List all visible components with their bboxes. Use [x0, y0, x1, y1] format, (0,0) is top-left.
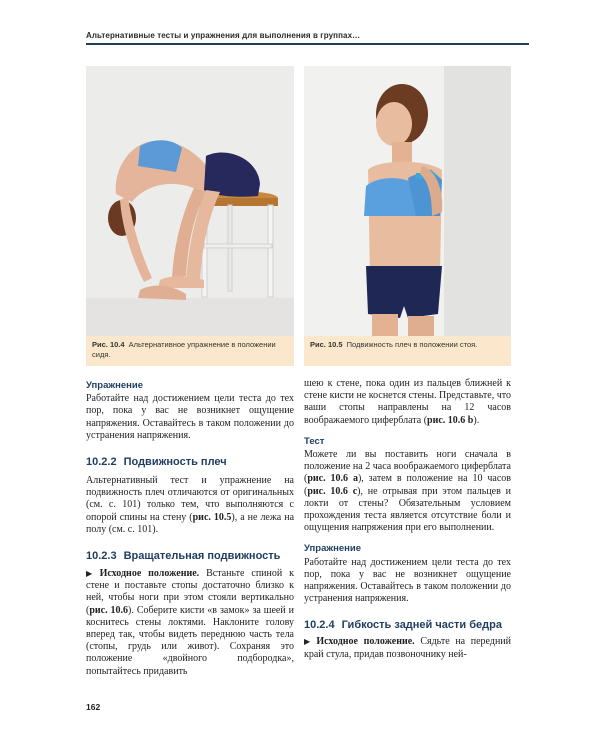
section-title: Гибкость задней части бедра [341, 619, 502, 632]
exercise-paragraph: Работайте над достижением цели теста до тех пор, пока у вас не возникнет ощущение напряжения. Оставайтесь в таком положении до устранения напряжения. [304, 556, 511, 605]
figure-reference: рис. 10.6 a [307, 473, 358, 485]
figure-10-4 [86, 66, 294, 366]
figure-reference: рис. 10.6 [89, 604, 129, 616]
left-text-column [86, 380, 294, 678]
hamstring-flexibility-paragraph: ▶ Исходное положение. Сядьте на передний край стула, придав позвоночнику ней- [304, 636, 511, 660]
figure-label: Рис. 10.5 [310, 340, 343, 349]
figure-caption-text: Альтернативное упражнение в положении сидя. [92, 340, 276, 359]
section-heading-10-2-4 [304, 619, 511, 632]
seated-forward-bend-illustration [86, 66, 294, 336]
page-number: 162 [86, 702, 101, 712]
figure-10-4-caption [92, 340, 288, 360]
section-title: Подвижность плеч [123, 456, 227, 469]
figure-10-5-photo [304, 66, 511, 336]
section-number: 10.2.3 [86, 550, 117, 563]
figure-10-5-caption [310, 340, 505, 350]
rotational-mobility-paragraph: ▶ Исходное положение. Встаньте спиной к стене и поставьте стопы достаточно близко к ней, чтобы ноги при этом стояли вертикально (рис. 10.6). Соберите кисти «в замок» за шеей и коснитесь стены локтями. Наклоните голову вперед так, чтобы видеть переднюю часть тела (стопы, грудь или живот). Сохраняя это положение «двойного подбородка», попытайтесь придавить [86, 568, 295, 677]
figure-label: Рис. 10.4 [92, 340, 125, 349]
standing-shoulder-mobility-illustration [304, 66, 511, 336]
exercise-heading: Упражнение [304, 543, 361, 555]
figure-reference: рис. 10.5 [192, 511, 232, 523]
section-heading-10-2-3 [86, 550, 294, 563]
bullet-triangle-icon: ▶ [304, 637, 314, 647]
section-number: 10.2.4 [304, 619, 335, 632]
section-title: Вращательная подвижность [123, 550, 281, 563]
bullet-triangle-icon: ▶ [86, 569, 97, 579]
figure-reference: рис. 10.6 c [307, 485, 358, 497]
figure-reference: рис. 10.6 b [427, 414, 474, 426]
figure-10-4-photo [86, 66, 294, 336]
shoulder-mobility-paragraph: Альтернативный тест и упражнение на подвижность плеч отличаются от оригинальных (см. с. 101) только тем, что выполняются с опорой спины на стену (рис. 10.5), а не лежа на полу (см. с. 101). [86, 475, 295, 535]
lead-in: Исходное положение. [99, 568, 200, 580]
section-number: 10.2.2 [86, 456, 117, 469]
figure-10-5 [304, 66, 511, 366]
section-heading-10-2-2 [86, 456, 294, 469]
test-heading: Тест [304, 435, 325, 447]
header-rule [86, 43, 529, 45]
test-paragraph: Можете ли вы поставить ноги сначала в положение на 2 часа воображаемого циферблата (рис. 10.6 a), затем в положение на 10 часов (рис. 10.6 c), не отрывая при этом пальцев и локти от стены? Обязательным условием прохождения теста является отсутствие боли и ощущения напряжения при его выполнении. [304, 449, 512, 534]
running-head: Альтернативные тесты и упражнения для выполнения в группах… [86, 31, 361, 40]
figure-caption-text: Подвижность плеч в положении стоя. [346, 340, 478, 349]
exercise-paragraph: Работайте над достижением цели теста до тех пор, пока у вас не возникнет ощущение напряжения. Оставайтесь в таком положении до устранения напряжения. [86, 393, 294, 441]
lead-in: Исходное положение. [316, 636, 415, 648]
right-text-column [304, 378, 511, 661]
exercise-heading: Упражнение [86, 380, 143, 391]
continuation-paragraph: шею к стене, пока один из пальцев ближней к стене кисти не коснется стены. Представьте, что ваши стопы направлены на 12 часов воображаемого циферблата (рис. 10.6 b). [304, 378, 511, 426]
